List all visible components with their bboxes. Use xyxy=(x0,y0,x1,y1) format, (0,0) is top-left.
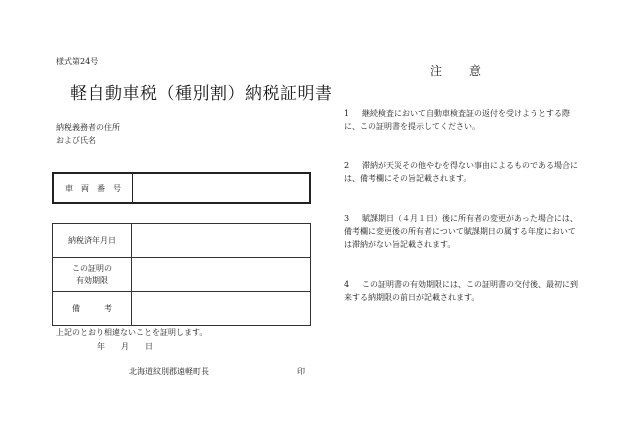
table-row xyxy=(53,258,311,292)
taxpayer-label-line2: および氏名 xyxy=(56,136,96,145)
vehicle-number-table xyxy=(52,172,311,204)
note-text: 賦課期日（４月１日）後に所有者の変更があった場合には、備考欄に変更後の所有者について賦課期日の属する年度においては滞納がない旨記載されます。 xyxy=(344,214,578,249)
note-number: 4 xyxy=(344,280,350,289)
note-number: 2 xyxy=(344,161,350,170)
remarks-value xyxy=(132,292,311,326)
table-row xyxy=(53,224,311,258)
validity-label-line1: この証明の xyxy=(72,263,112,273)
validity-value xyxy=(132,258,311,292)
note-item-3 xyxy=(344,212,580,251)
paid-date-label xyxy=(53,224,132,258)
note-text: 滞納が天災その他やむを得ない事由によるものである場合には、備考欄にその旨記載されます。 xyxy=(344,161,578,183)
certify-text: 上記のとおり相違ないことを証明します。 xyxy=(56,328,208,337)
validity-label-line2: 有効期限 xyxy=(76,275,108,285)
note-text: この証明書の有効期限には、この証明書の交付後、最初に到来する納期限の前日が記載されます。 xyxy=(344,280,578,302)
date-line: 年 月 日 xyxy=(97,342,153,351)
remarks-label xyxy=(53,292,132,326)
table-row xyxy=(53,292,311,326)
seal-mark: 印 xyxy=(297,367,305,376)
note-number: 3 xyxy=(344,214,350,223)
paid-date-value xyxy=(132,224,311,258)
vehicle-number-label: 車 両 番 号 xyxy=(53,173,133,203)
page-title: 軽自動車税（種別割）納税証明書 xyxy=(70,84,333,104)
paid-date-label-text: 納税済年月日 xyxy=(68,236,116,245)
validity-label xyxy=(53,258,132,292)
notes-heading: 注 意 xyxy=(430,64,483,78)
remarks-label-text: 備 考 xyxy=(72,304,112,313)
issuer-name: 北海道紋別郡遠軽町長 xyxy=(129,367,209,376)
note-item-1 xyxy=(344,107,580,133)
note-number: 1 xyxy=(344,109,350,118)
form-number: 様式第24号 xyxy=(56,57,99,66)
note-text: 継続検査において自動車検査証の返付を受けようとする際に、この証明書を提示してください。 xyxy=(344,109,570,131)
note-item-4 xyxy=(344,278,580,304)
taxpayer-label-line1: 納税義務者の住所 xyxy=(56,123,120,132)
vehicle-number-value xyxy=(133,173,311,203)
note-item-2 xyxy=(344,159,580,185)
tax-info-table xyxy=(52,223,311,326)
